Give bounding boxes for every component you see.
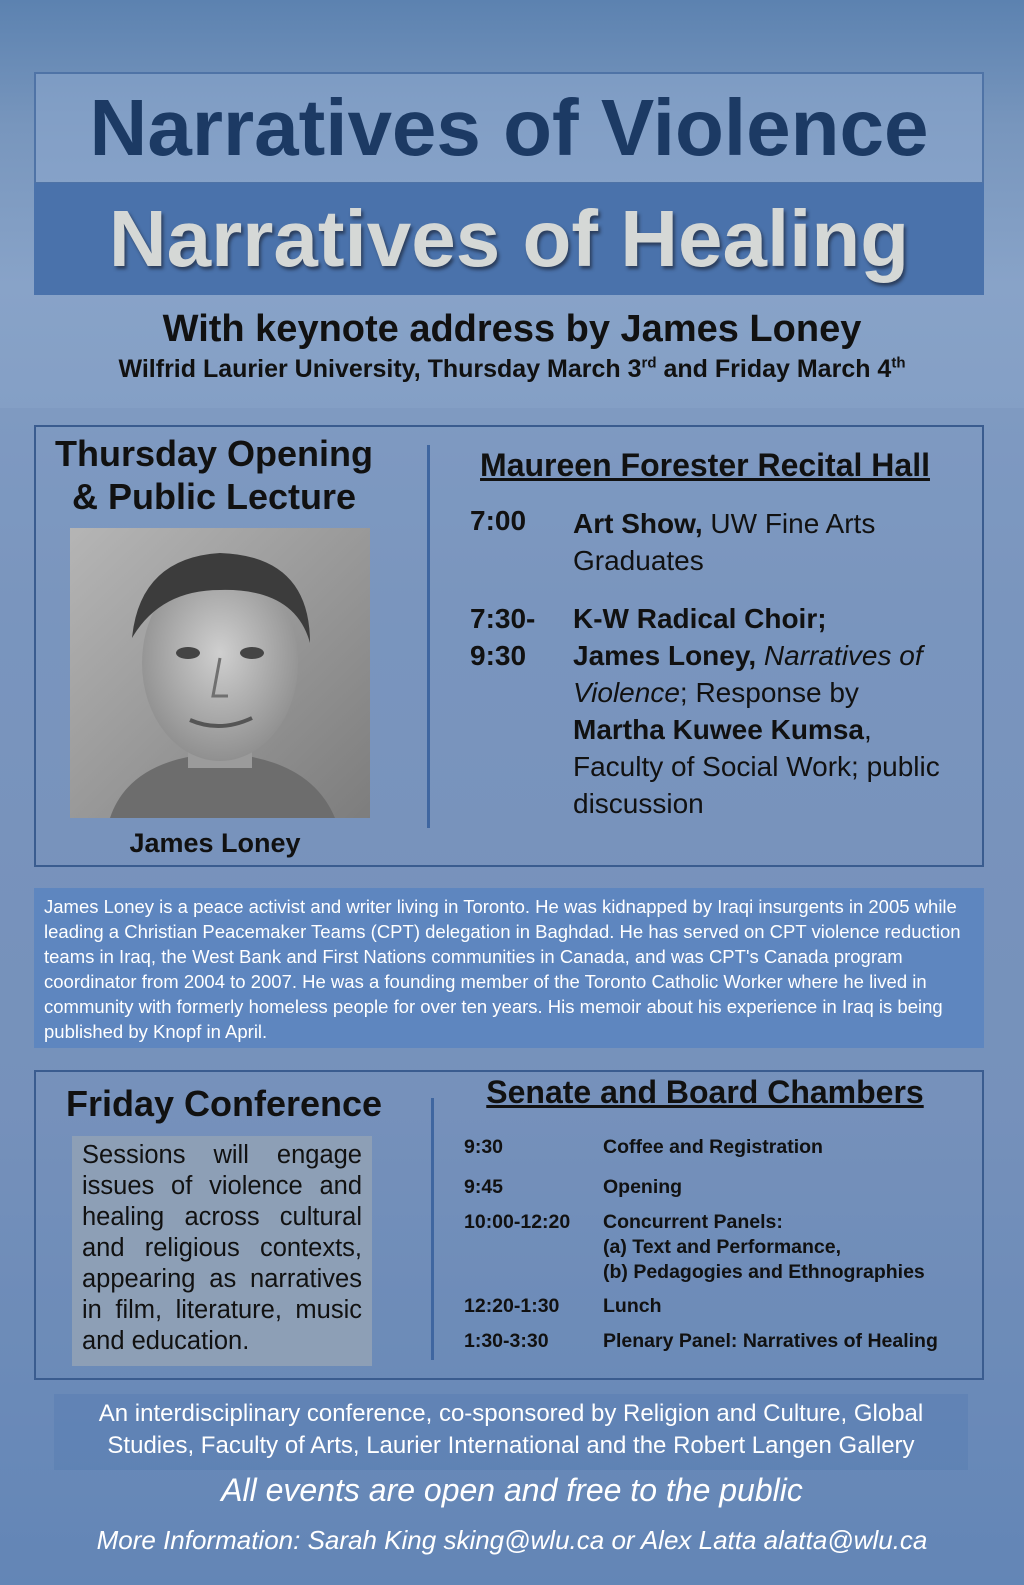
event-time-lecture-end: 9:30 xyxy=(470,640,527,671)
thursday-heading xyxy=(44,432,384,518)
event-choir: K-W Radical Choir; xyxy=(573,603,827,634)
dates-sup-rd: rd xyxy=(641,354,657,372)
portrait-photo-icon xyxy=(70,528,370,818)
event-respondent-comma: , xyxy=(863,714,872,745)
friday-description: Sessions will engage issues of violence and healing across cultural and religious contexts, appearing as narratives in film, literature, music and education. xyxy=(72,1136,372,1366)
schedule-item-panel-b: (b) Pedagogies and Ethnographies xyxy=(603,1261,925,1283)
sponsor-line-1: An interdisciplinary conference, co-sponsored by Religion and Culture, Global xyxy=(98,1400,924,1427)
schedule-time: 10:00-12:20 xyxy=(464,1211,571,1233)
event-art-show-detail: UW Fine Arts Graduates xyxy=(573,508,876,576)
portrait-caption: James Loney xyxy=(129,828,301,858)
schedule-time: 9:45 xyxy=(464,1176,504,1198)
thursday-heading-line1: Thursday Opening xyxy=(54,433,374,474)
event-response-by: ; Response by xyxy=(679,677,859,708)
sponsor-note xyxy=(54,1394,968,1470)
event-time-lecture-start: 7:30- xyxy=(470,603,536,634)
schedule-item: Coffee and Registration xyxy=(603,1136,823,1158)
more-info-line: More Information: Sarah King sking@wlu.ca or Alex Latta alatta@wlu.ca xyxy=(96,1525,928,1555)
event-respondent: Martha Kuwee Kumsa xyxy=(573,714,864,745)
event-art-show-title: Art Show, xyxy=(573,508,703,539)
schedule-time: 1:30-3:30 xyxy=(464,1330,549,1352)
friday-venue: Senate and Board Chambers xyxy=(486,1074,924,1110)
thursday-heading-line2: & Public Lecture xyxy=(71,476,357,517)
schedule-time: 12:20-1:30 xyxy=(464,1295,560,1317)
schedule-item xyxy=(603,1210,925,1285)
dates-line xyxy=(0,355,1024,384)
friday-divider xyxy=(431,1098,434,1360)
event-faculty-discussion: Faculty of Social Work; public discussion xyxy=(573,751,940,819)
thursday-venue: Maureen Forester Recital Hall xyxy=(480,447,930,483)
event-lecture-title: Narratives of Violence xyxy=(573,640,923,708)
schedule-item: Lunch xyxy=(603,1295,662,1317)
sponsor-line-2: Studies, Faculty of Arts, Laurier International and the Robert Langen Gallery xyxy=(107,1432,915,1459)
free-admission-line: All events are open and free to the public xyxy=(221,1472,803,1508)
schedule-item: Plenary Panel: Narratives of Healing xyxy=(603,1330,938,1352)
dates-sup-th: th xyxy=(891,354,906,372)
keynote-line: With keynote address by James Loney xyxy=(162,308,862,350)
james-loney-portrait xyxy=(70,528,370,818)
dates-prefix: Wilfrid Laurier University, Thursday March 3 xyxy=(118,355,642,383)
title-line-violence: Narratives of Violence xyxy=(34,72,984,184)
schedule-item-panel-a: (a) Text and Performance, xyxy=(603,1236,842,1258)
speaker-bio: James Loney is a peace activist and writer living in Toronto. He was kidnapped by Iraqi insurgents in 2005 while leading a Christian Peacemaker Teams (CPT) delegation in Baghdad. He has served on CPT violence reduction teams in Iraq, the West Bank and First Nations communities in Canada, and was CPT's Canada program coordinator from 2004 to 2007. He was a founding member of the Toronto Catholic Worker where he lived in community with formerly homeless people for over ten years. His memoir about his experience in Iraq is being published by Knopf in April. xyxy=(34,888,984,1048)
schedule-time: 9:30 xyxy=(464,1136,504,1158)
event-time-art-show: 7:00 xyxy=(470,505,527,536)
event-speaker: James Loney, xyxy=(573,640,757,671)
event-lecture xyxy=(573,600,953,822)
title-line-healing: Narratives of Healing xyxy=(34,183,984,295)
dates-middle: and Friday March 4 xyxy=(656,355,892,383)
event-time-lecture xyxy=(470,600,535,674)
event-art-show xyxy=(573,505,953,579)
thursday-divider xyxy=(427,445,430,828)
schedule-item: Opening xyxy=(603,1176,683,1198)
schedule-item-panels: Concurrent Panels: xyxy=(603,1211,783,1233)
friday-heading: Friday Conference xyxy=(65,1083,383,1124)
